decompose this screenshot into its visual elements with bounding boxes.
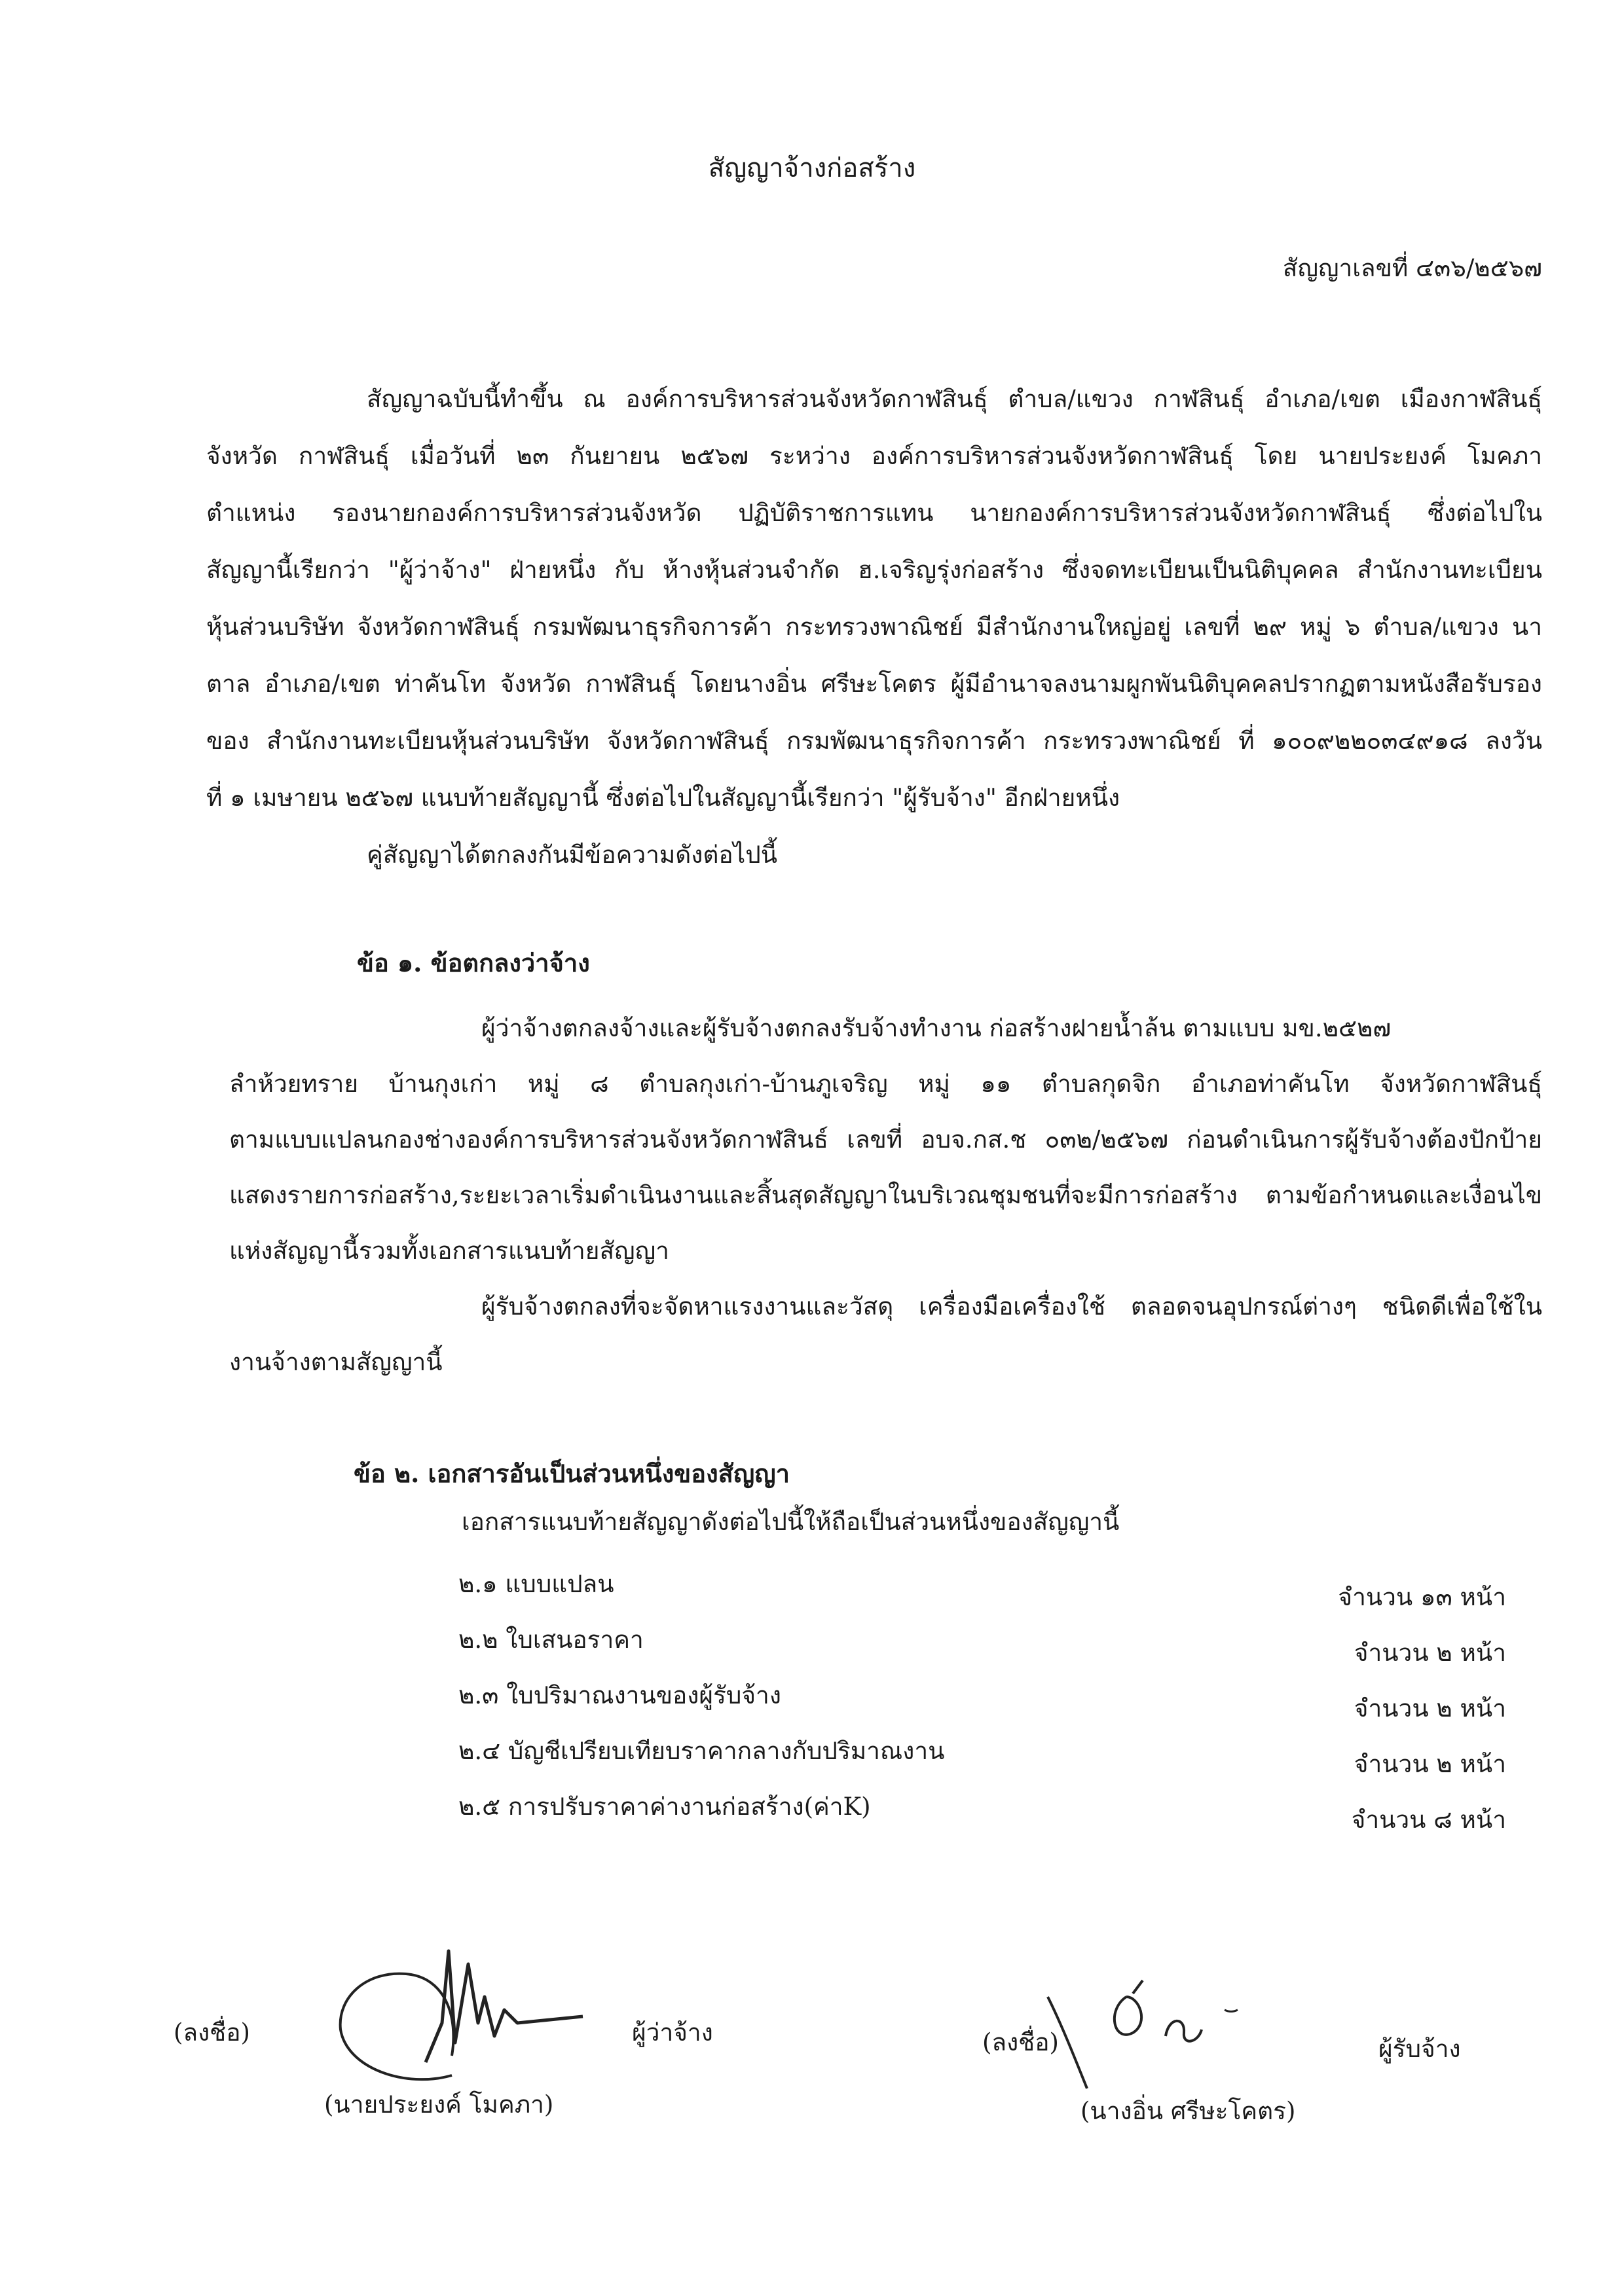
- clause1-line: ตามแบบแปลนกองช่างองค์การบริหารส่วนจังหวัดกาฬสินธ์ เลขที่ อบจ.กส.ช ๐๓๒/๒๕๖๗ ก่อนดำเนินการผู้รับจ้างต้องปักป้าย: [229, 1125, 1542, 1154]
- attachment-label: ๒.๒ ใบเสนอราคา: [458, 1626, 644, 1654]
- clause1-line: ลำห้วยทราย บ้านกุงเก่า หมู่ ๘ ตำบลกุงเก่า-บ้านภูเจริญ หมู่ ๑๑ ตำบลกุดจิก อำเภอท่าคันโท จังหวัดกาฬสินธุ์: [229, 1070, 1542, 1098]
- employer-signature-icon: [321, 1925, 596, 2108]
- contractor-role: ผู้รับจ้าง: [1378, 2035, 1461, 2063]
- clause1-line: งานจ้างตามสัญญานี้: [229, 1348, 443, 1376]
- clause1-line: ผู้รับจ้างตกลงที่จะจัดหาแรงงานและวัสดุ เครื่องมือเครื่องใช้ ตลอดจนอุปกรณ์ต่างๆ ชนิดดีเพื่อใช้ใน: [481, 1292, 1542, 1321]
- attachment-pages: จำนวน ๒ หน้า: [1354, 1639, 1506, 1667]
- clause1-heading: ข้อ ๑. ข้อตกลงว่าจ้าง: [357, 948, 590, 977]
- preamble-line: ของ สำนักงานทะเบียนหุ้นส่วนบริษัท จังหวัดกาฬสินธุ์ กรมพัฒนาธุรกิจการค้า กระทรวงพาณิชย์ ที่ ๑๐๐๙๒๒๐๓๔๙๑๘ ลงวัน: [206, 727, 1542, 755]
- attachment-label: ๒.๔ บัญชีเปรียบเทียบราคากลางกับปริมาณงาน: [458, 1737, 945, 1765]
- attachment-label: ๒.๕ การปรับราคาค่างานก่อสร้าง(ค่าK): [458, 1793, 871, 1821]
- preamble-line: ตำแหน่ง รองนายกองค์การบริหารส่วนจังหวัด ปฏิบัติราชการแทน นายกองค์การบริหารส่วนจังหวัดกาฬสินธุ์ ซึ่งต่อไปใน: [206, 499, 1542, 527]
- clause1-line: ผู้ว่าจ้างตกลงจ้างและผู้รับจ้างตกลงรับจ้างทำงาน ก่อสร้างฝายน้ำล้น ตามแบบ มข.๒๕๒๗: [481, 1014, 1392, 1042]
- contractor-sign-label: (ลงชื่อ): [982, 2028, 1059, 2056]
- contractor-name: (นางอิ่น ศรีษะโคตร): [1080, 2097, 1296, 2125]
- clause1-line: แสดงรายการก่อสร้าง,ระยะเวลาเริ่มดำเนินงานและสิ้นสุดสัญญาในบริเวณชุมชนที่จะมีการก่อสร้าง ตามข้อกำหนดและเงื่อนไข: [229, 1181, 1542, 1209]
- attachment-pages: จำนวน ๒ หน้า: [1354, 1694, 1506, 1722]
- contract-number: สัญญาเลขที่ ๔๓๖/๒๕๖๗: [1282, 254, 1542, 282]
- clause1-line: แห่งสัญญานี้รวมทั้งเอกสารแนบท้ายสัญญา: [229, 1237, 669, 1265]
- preamble-line: สัญญาฉบับนี้ทำขึ้น ณ องค์การบริหารส่วนจังหวัดกาฬสินธุ์ ตำบล/แขวง กาฬสินธุ์ อำเภอ/เขต เมืองกาฬสินธุ์: [367, 385, 1542, 413]
- preamble-line: คู่สัญญาได้ตกลงกันมีข้อความดังต่อไปนี้: [367, 841, 777, 869]
- attachment-pages: จำนวน ๒ หน้า: [1354, 1750, 1506, 1778]
- preamble-line: ที่ ๑ เมษายน ๒๕๖๗ แนบท้ายสัญญานี้ ซึ่งต่อไปในสัญญานี้เรียกว่า "ผู้รับจ้าง" อีกฝ่ายหนึ่ง: [206, 784, 1120, 812]
- employer-name: (นายประยงค์ โมคภา): [324, 2090, 554, 2119]
- clause2-intro: เอกสารแนบท้ายสัญญาดังต่อไปนี้ให้ถือเป็นส่วนหนึ่งของสัญญานี้: [462, 1508, 1120, 1536]
- attachment-label: ๒.๑ แบบแปลน: [458, 1570, 614, 1598]
- attachment-pages: จำนวน ๑๓ หน้า: [1338, 1583, 1506, 1611]
- document-title: สัญญาจ้างก่อสร้าง: [708, 153, 916, 183]
- preamble-line: ตาล อำเภอ/เขต ท่าคันโท จังหวัด กาฬสินธุ์ โดยนางอิ่น ศรีษะโคตร ผู้มีอำนาจลงนามผูกพันนิติบุคคลปรากฏตามหนังสือรับรอง: [206, 670, 1542, 698]
- preamble-line: สัญญานี้เรียกว่า "ผู้ว่าจ้าง" ฝ่ายหนึ่ง กับ ห้างหุ้นส่วนจำกัด ฮ.เจริญรุ่งก่อสร้าง ซึ่งจดทะเบียนเป็นนิติบุคคล สำนักงานทะเบียน: [206, 556, 1542, 584]
- contractor-signature-icon: [1035, 1971, 1283, 2102]
- preamble: [206, 371, 1542, 883]
- clause2-heading: ข้อ ๒. เอกสารอันเป็นส่วนหนึ่งของสัญญา: [354, 1459, 790, 1488]
- clause1-body: [229, 1000, 1542, 1390]
- employer-role: ผู้ว่าจ้าง: [632, 2018, 713, 2047]
- employer-sign-label: (ลงชื่อ): [174, 2018, 250, 2047]
- preamble-line: จังหวัด กาฬสินธุ์ เมื่อวันที่ ๒๓ กันยายน ๒๕๖๗ ระหว่าง องค์การบริหารส่วนจังหวัดกาฬสินธุ์ โดย นายประยงค์ โมคภา: [206, 442, 1542, 470]
- attachment-label: ๒.๓ ใบปริมาณงานของผู้รับจ้าง: [458, 1681, 781, 1709]
- attachment-pages: จำนวน ๘ หน้า: [1351, 1806, 1506, 1834]
- preamble-line: หุ้นส่วนบริษัท จังหวัดกาฬสินธุ์ กรมพัฒนาธุรกิจการค้า กระทรวงพาณิชย์ มีสำนักงานใหญ่อยู่ เลขที่ ๒๙ หมู่ ๖ ตำบล/แขวง นา: [206, 613, 1542, 641]
